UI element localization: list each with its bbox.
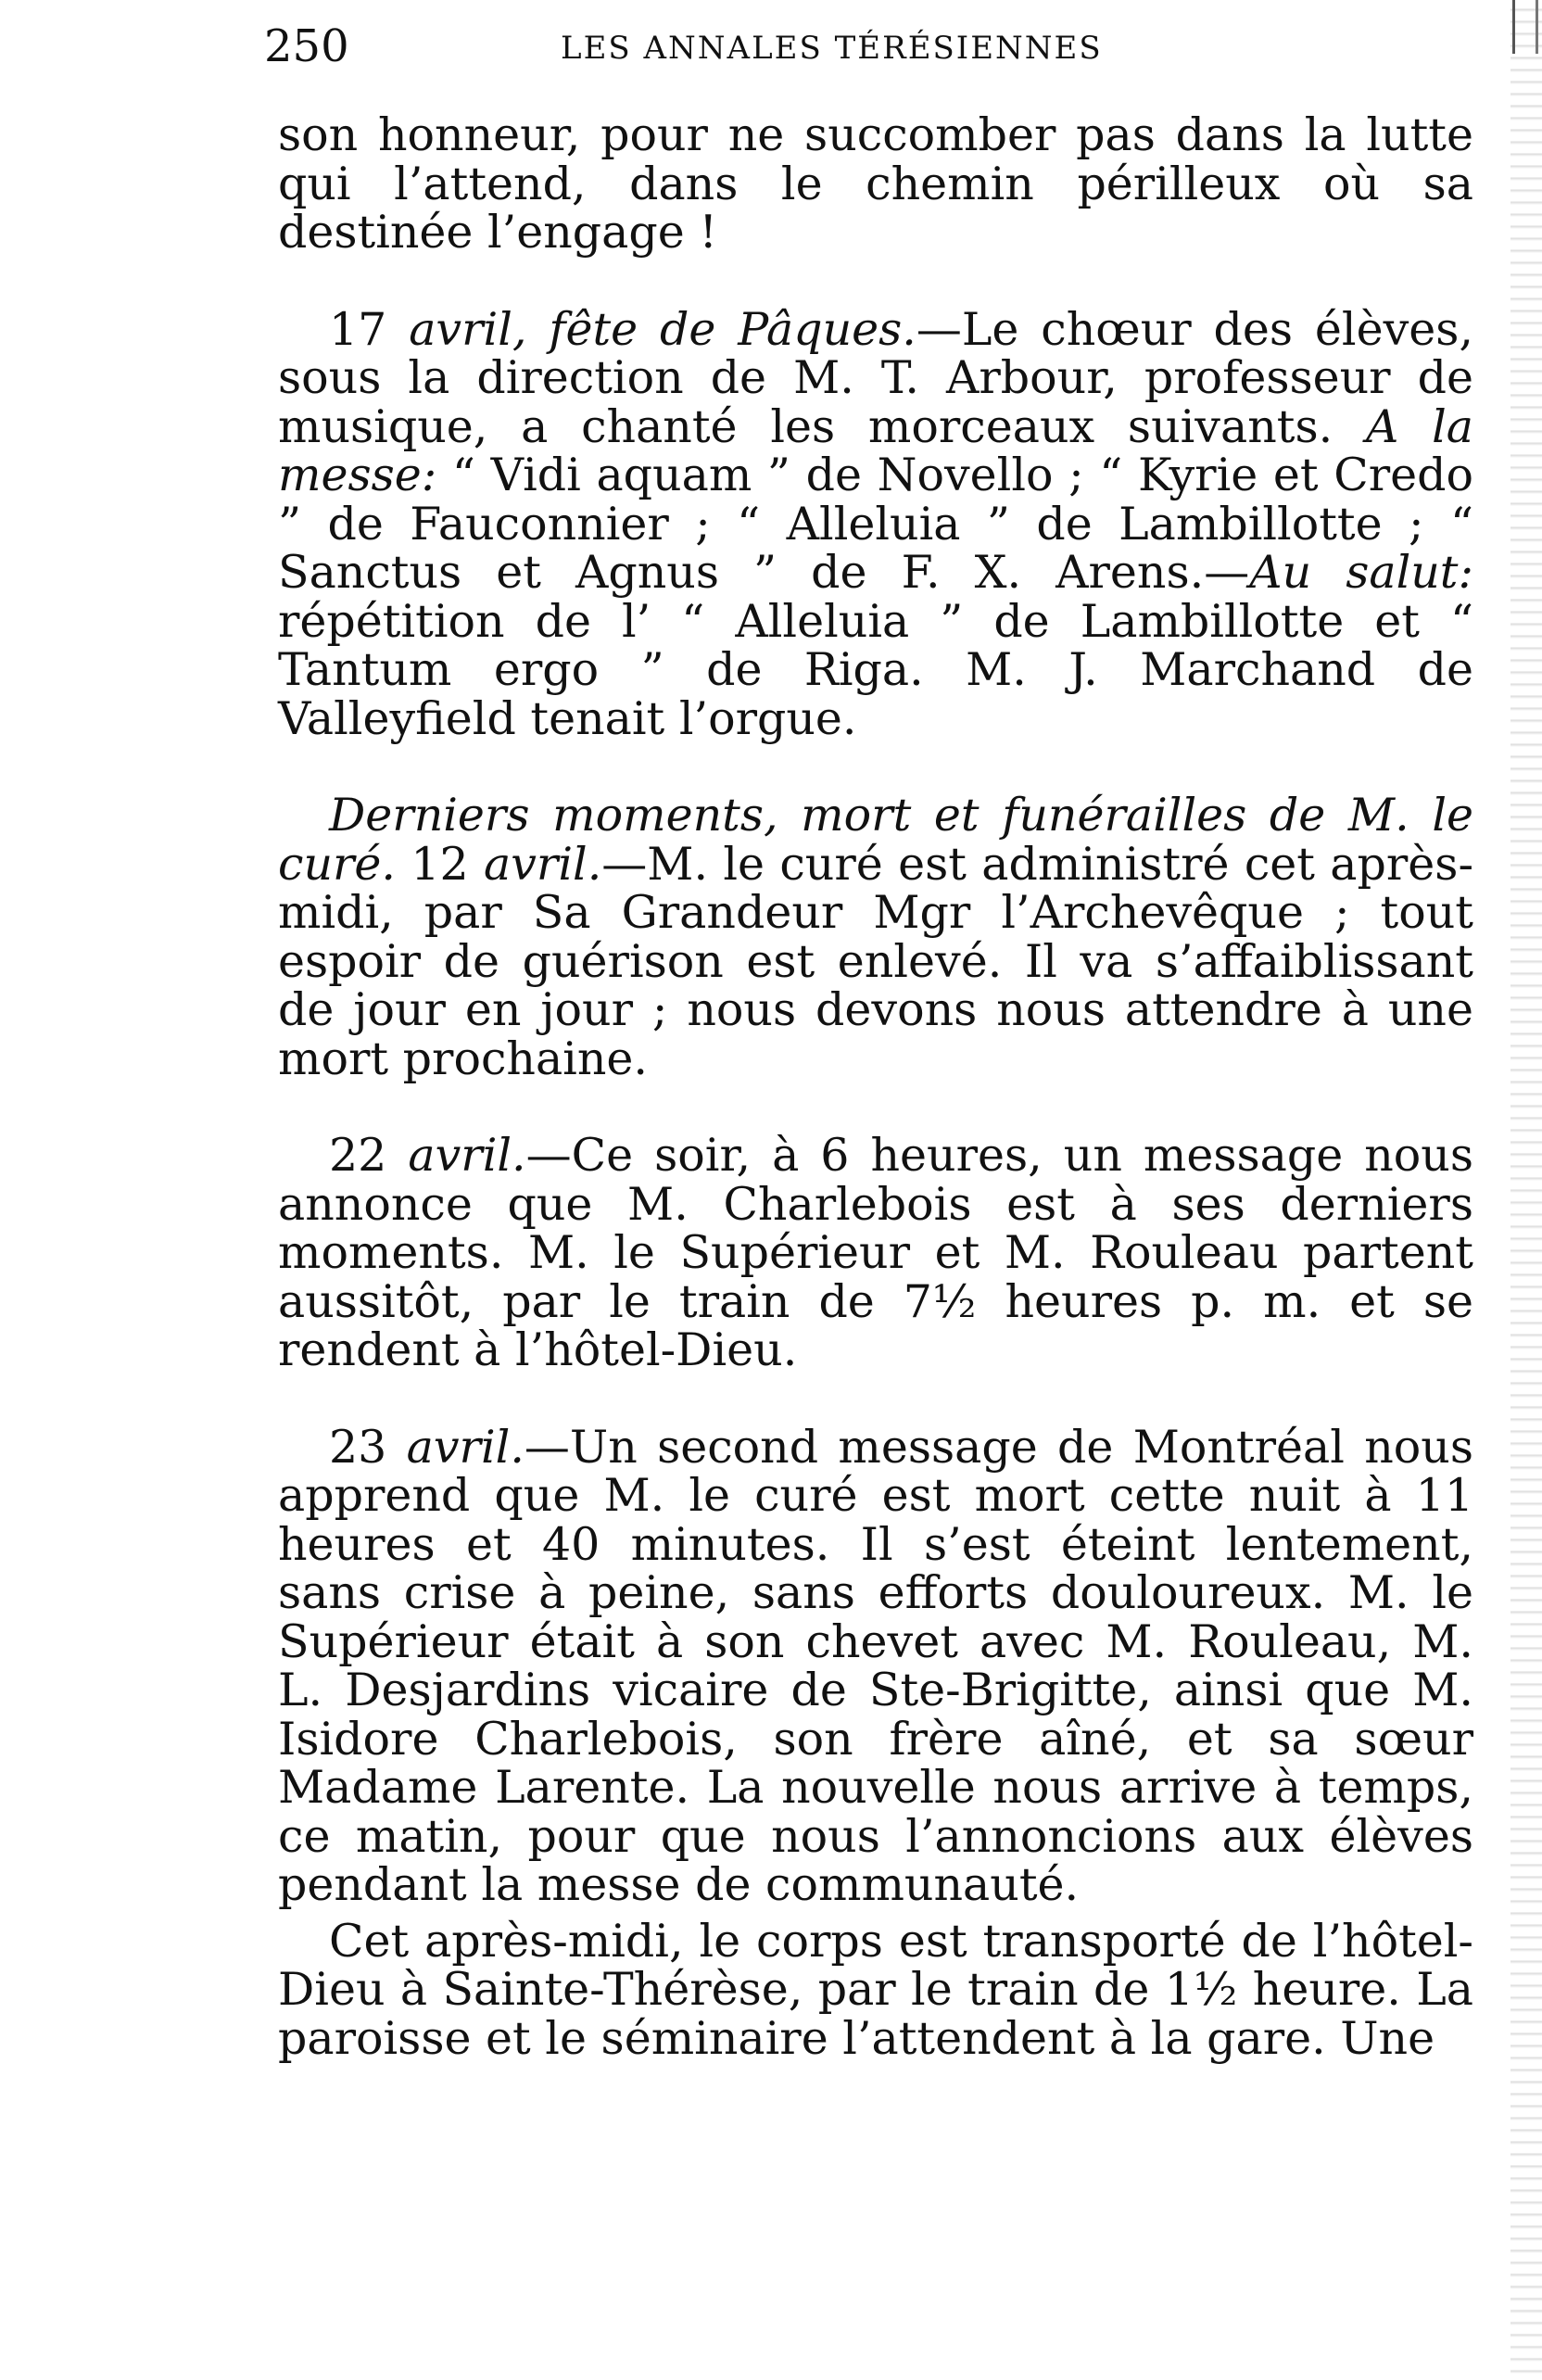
paragraph-easter <box>278 302 1473 745</box>
paragraph-afternoon <box>278 1914 1473 2065</box>
paragraph-april-22 <box>278 1129 1473 1376</box>
body-text <box>278 108 1473 2065</box>
paragraph-april-23 <box>278 1420 1473 1911</box>
date-label: avril, fête de Pâques. <box>409 302 916 356</box>
page-number: 250 <box>264 20 349 72</box>
section-heading: Derniers moments, mort et funérailles de M. le curé. <box>278 789 1473 891</box>
date-label: avril. <box>406 1420 525 1474</box>
text-span: répétition de l’ “ Alleluia ” de Lambillotte et “ Tantum ergo ” de Riga. M. J. Marchand de Valleyfield tenait l’orgue. <box>278 594 1473 745</box>
paragraph-continuation <box>278 108 1473 259</box>
date-label: avril. <box>484 837 602 891</box>
text-span: Cet après-midi, le corps est transporté de l’hôtel-Dieu à Sainte-Thérèse, par le train de 1½ heure. La paroisse et le séminaire l’attendent à la gare. Une <box>278 1914 1473 2065</box>
paragraph-last-moments <box>278 791 1473 1083</box>
text-span: —Un second message de Montréal nous apprend que M. le curé est mort cette nuit à 11 heures et 40 minutes. Il s’est éteint lentement, sans crise à peine, sans efforts douloureux. M. le Supérieur était à son chevet avec M. Rouleau, M. L. Desjardins vicaire de Ste-Brigitte, ainsi que M. Isidore Charlebois, son frère aîné, et sa sœur Madame Larente. La nouvelle nous arrive à temps, ce matin, pour que nous l’annoncions aux élèves pendant la messe de communauté. <box>278 1420 1473 1911</box>
text-span: “ Vidi aquam ” de Novello ; “ Kyrie et Credo ” de Fauconnier ; “ Alleluia ” de Lambillotte ; “ Sanctus et Agnus ” de F. X. Arens.— <box>278 449 1473 599</box>
date-number: 22 <box>329 1129 409 1182</box>
scan-edge-artifact <box>1510 0 1542 2380</box>
page-header <box>264 20 1460 76</box>
date-number: 17 <box>329 302 410 356</box>
date-label: avril. <box>408 1129 526 1182</box>
running-title: LES ANNALES TÉRÉSIENNES <box>561 30 1103 67</box>
text-span: —M. le curé est administré cet après-midi, par Sa Grandeur Mgr l’Archevêque ; tout espoir de guérison est enlevé. Il va s’affaiblissant de jour en jour ; nous devons nous attendre à une mort prochaine. <box>278 837 1473 1085</box>
mass-label: A la messe: <box>278 399 1473 501</box>
scan-corner-mark <box>1512 0 1538 54</box>
text-span: son honneur, pour ne succomber pas dans la lutte qui l’attend, dans le chemin périlleux où sa destinée l’engage ! <box>278 108 1473 259</box>
date-number: 23 <box>329 1420 407 1474</box>
text-span: —Ce soir, à 6 heures, un message nous annonce que M. Charlebois est à ses derniers moments. M. le Supérieur et M. Rouleau partent aussitôt, par le train de 7½ heures p. m. et se rendent à l’hôtel-Dieu. <box>278 1129 1473 1376</box>
text-span: —Le chœur des élèves, sous la direction de M. T. Arbour, professeur de musique, a chanté les morceaux suivants. <box>278 302 1473 453</box>
salut-label: Au salut: <box>1249 546 1473 599</box>
date-number: 12 <box>396 837 485 891</box>
